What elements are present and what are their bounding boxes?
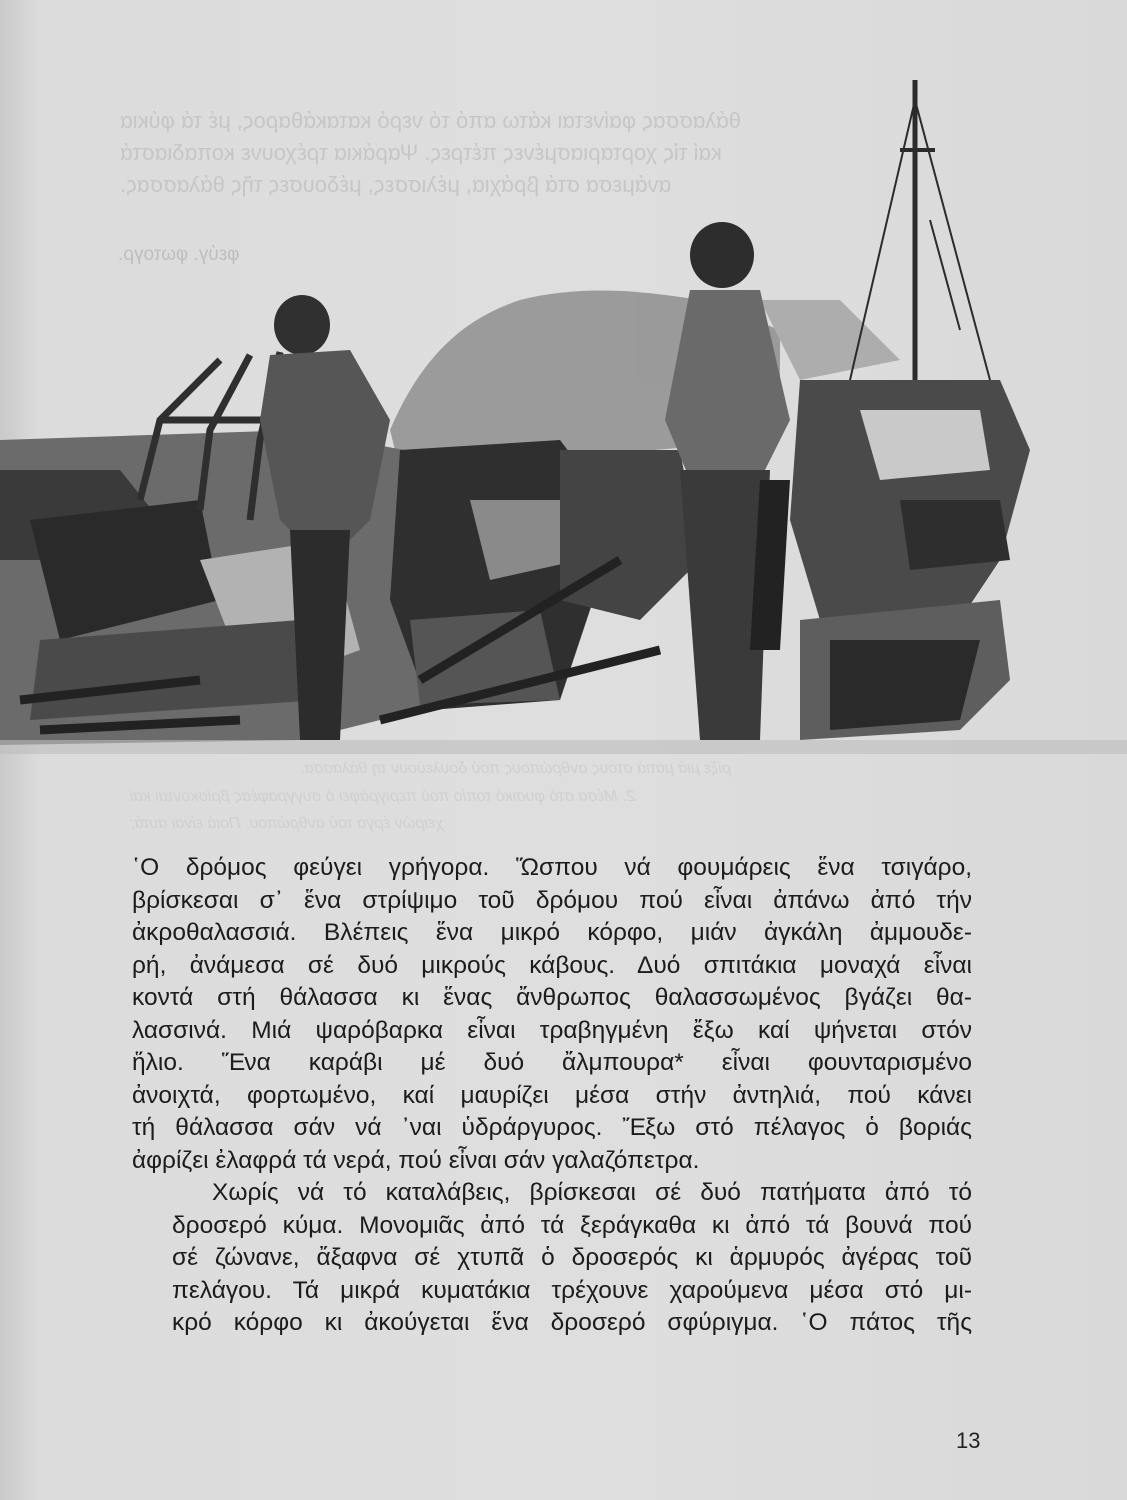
text-line: κρό κόρφο κι ἀκούγεται ἕνα δροσερό σφύριγμα. ῾Ο πάτος τῆς — [172, 1309, 972, 1336]
text-line: βρίσκεσαι σ᾽ ἕνα στρίψιμο τοῦ δρόμου πού εἶναι ἀπάνω ἀπό τήν — [132, 886, 972, 914]
text-line: τή θάλασσα σάν νά ᾽ναι ὑδράργυρος. Ἔξω στό πέλαγος ὁ βοριάς — [132, 1114, 972, 1141]
paragraph-2 — [132, 1177, 972, 1340]
body-text — [132, 852, 972, 1340]
text-line: κοντά στή θάλασσα κι ἕνας ἄνθρωπος θαλασσωμένος βγάζει θα- — [132, 984, 972, 1011]
text-line: σέ ζώνανε, ἄξαφνα σέ χτυπᾶ ὁ δροσερός κι ἁρμυρός ἀγέρας τοῦ — [172, 1244, 972, 1271]
right-boat — [790, 380, 1030, 740]
text-line: ἥλιο. Ἕνα καράβι μέ δυό ἄλμπουρα* εἶναι φουνταρισμένο — [132, 1049, 972, 1076]
show-through-line: θάλασσας φαίνεται κάτω από τό νερό κατακάθαρος, μέ τά φύκια — [120, 108, 742, 133]
page-number: 13 — [956, 1428, 981, 1453]
text-line: δροσερό κύμα. Μονομιᾶς ἀπό τά ξεράγκαθα κι ἀπό τά βουνά πού — [172, 1211, 972, 1239]
text-line: Χωρίς νά τό καταλάβεις, βρίσκεσαι σέ δυό πατήματα ἀπό τό — [212, 1179, 972, 1206]
text-line: ἀνοιχτά, φορτωμένο, καί μαυρίζει μέσα στήν ἀντηλιά, πού κάνει — [132, 1081, 972, 1109]
text-line: ἀκροθαλασσιά. Βλέπεις ἕνα μικρό κόρφο, μιάν ἀγκάλη ἀμμουδε- — [132, 919, 972, 946]
show-through-line: χειρών έργα τού ανθρώπου. Ποιά είναι αυτά; — [130, 815, 444, 832]
paragraph-1 — [132, 852, 972, 1177]
show-through-line: καί τίς χορταριασμένες πέτρες. Ψαράκια τρέχουνε κοπαδιαστά — [120, 140, 722, 165]
text-line: ῾Ο δρόμος φεύγει γρήγορα. Ὥσπου νά φουμάρεις ἕνα τσιγάρο, — [132, 854, 972, 881]
show-through-line: φεύγ. φωτογρ. — [118, 244, 240, 265]
text-line: λασσινά. Μιά ψαρόβαρκα εἶναι τραβηγμένη ἔξω καί ψήνεται στόν — [132, 1016, 972, 1044]
text-line: ρή, ἀνάμεσα σέ δυό μικρούς κάβους. Δυό σπιτάκια μοναχά εἶναι — [132, 951, 972, 979]
show-through-line: ανάμεσα στά βράχια, μέλισσες, μέδουσες τῆς θάλασσας. — [120, 172, 672, 197]
show-through-line: 2. Μέσα στό φυσικό τοπίο πού περιγράφει ό συγγραφέας βρίσκονται καί — [130, 788, 636, 805]
text-line: ἀφρίζει ἐλαφρά τά νερά, πού εἶναι σάν γαλαζόπετρα. — [132, 1146, 700, 1174]
show-through-line: ρίξε μιά ματιά στους ανθρώπους πού δουλεύουν τη θάλασσα. — [300, 760, 731, 777]
text-line: πελάγου. Τά μικρά κυματάκια τρέχουνε χαρούμενα μέσα στό μι- — [172, 1276, 972, 1304]
